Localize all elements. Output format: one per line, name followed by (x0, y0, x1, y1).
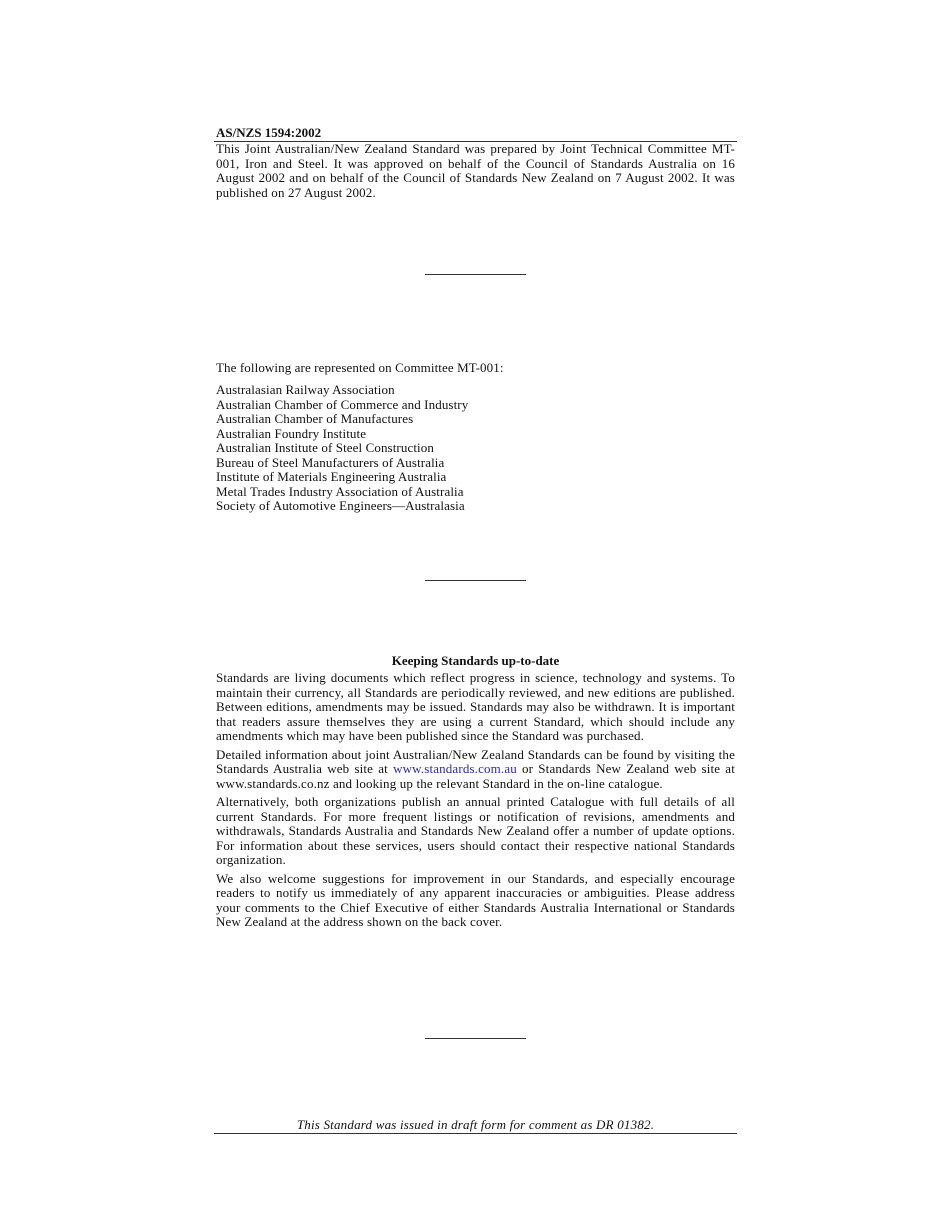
keeping-up-to-date-title: Keeping Standards up-to-date (391, 653, 560, 668)
committee-heading: The following are represented on Committee MT-001: (216, 360, 504, 375)
paragraph-text: Detailed information about joint Australian/New Zealand Standards can be found by visiting the Standards Australia web site at (216, 746, 735, 776)
organization-item: Metal Trades Industry Association of Australia (216, 483, 464, 499)
organization-item: Australian Chamber of Commerce and Industry (216, 396, 469, 412)
committee-organization-list (216, 383, 735, 514)
footer-rule (214, 1133, 737, 1134)
draft-note: This Standard was issued in draft form for comment as DR 01382. (296, 1117, 655, 1132)
section-divider (425, 580, 526, 581)
section-divider (425, 1038, 526, 1039)
organization-item: Australian Foundry Institute (216, 425, 367, 441)
standard-number: AS/NZS 1594:2002 (216, 125, 322, 140)
body-paragraph: Standards are living documents which reflect progress in science, technology and systems. To maintain their currency, all Standards are periodically reviewed, and new editions are published. Between editions, amendments may be issued. Standards may also be withdrawn. It is important that readers assure themselves they are using a current Standard, which should include any amendments which may have been published since the Standard was purchased. (216, 670, 735, 743)
body-paragraph: We also welcome suggestions for improvement in our Standards, and especially encourage readers to notify us immediately of any apparent inaccuracies or ambiguities. Please address your comments to the Chief Executive of either Standards Australia International or Standards New Zealand at the address shown on the back cover. (216, 870, 735, 929)
keeping-up-to-date-body (216, 671, 735, 934)
organization-item: Australian Chamber of Manufactures (216, 411, 414, 426)
organization-item: Australasian Railway Association (216, 382, 395, 397)
paragraph-text: or Standards New Zealand web site at www.standards.co.nz and looking up the relevant Standard in the on-line catalogue. (216, 761, 735, 791)
body-paragraph: Alternatively, both organizations publish an annual printed Catalogue with full details of all current Standards. For more frequent listings or notification of revisions, amendments and withdrawals, Standards Australia and Standards New Zealand offer a number of update options. For information about these services, users should contact their respective national Standards organization. (216, 794, 735, 867)
organization-item: Institute of Materials Engineering Australia (216, 469, 447, 484)
organization-item: Bureau of Steel Manufacturers of Australia (216, 454, 445, 470)
body-paragraph (216, 748, 735, 792)
organization-item: Australian Institute of Steel Construction (216, 440, 434, 455)
preparation-statement: This Joint Australian/New Zealand Standard was prepared by Joint Technical Committee MT-001, Iron and Steel. It was approved on behalf of the Council of Standards Australia on 16 August 2002 and on behalf of the Council of Standards New Zealand on 7 August 2002. It was published on 27 August 2002. (216, 141, 735, 200)
section-divider (425, 274, 526, 275)
standards-australia-link[interactable]: www.standards.com.au (393, 761, 517, 776)
organization-item: Society of Automotive Engineers—Australasia (216, 498, 465, 513)
